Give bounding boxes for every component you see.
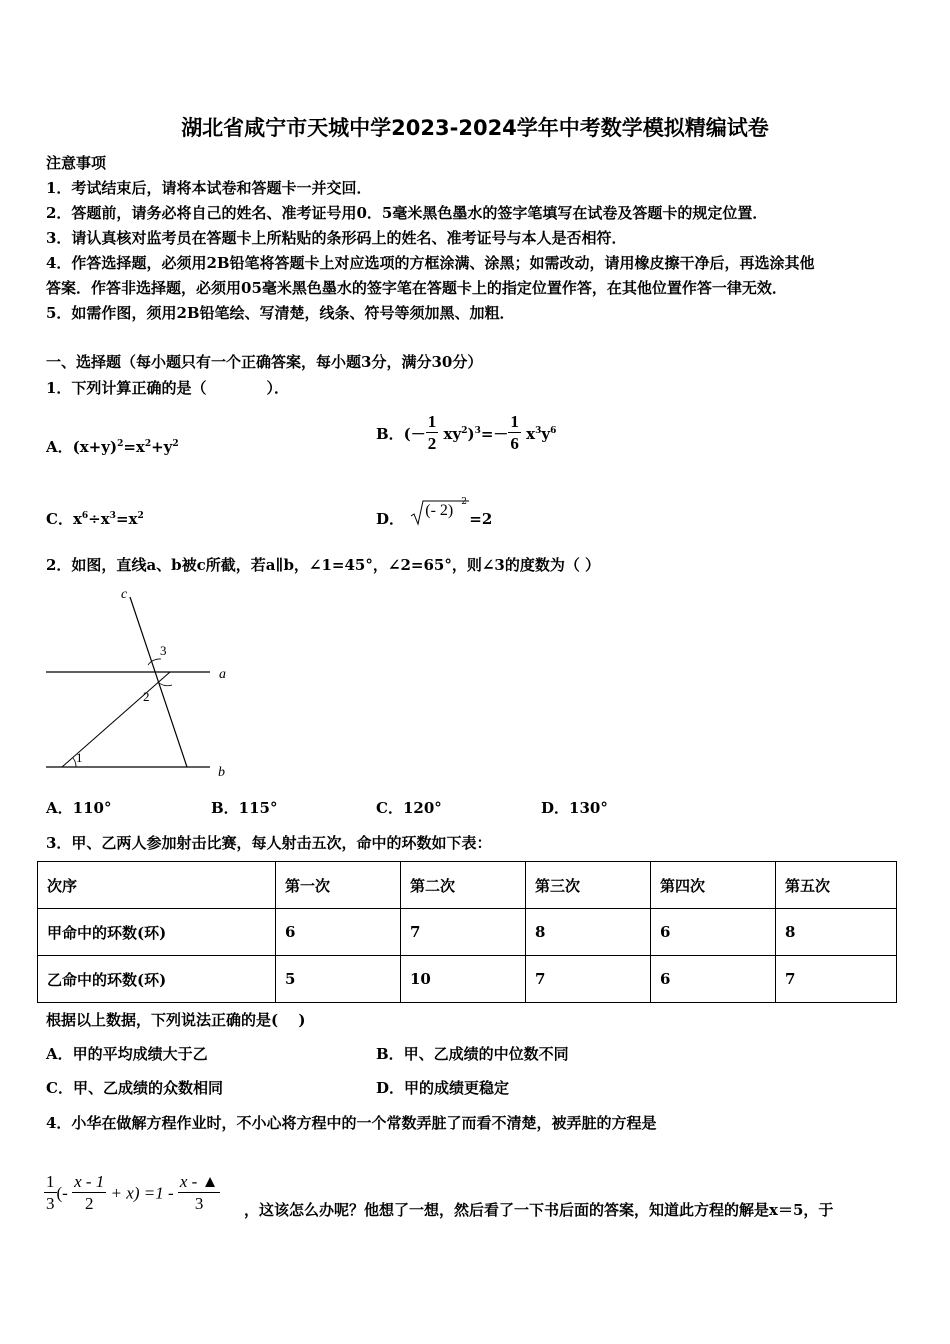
q3-option-c: C．甲、乙成绩的众数相同 xyxy=(46,1079,223,1097)
question-2-stem: 2．如图，直线a、b被c所截，若a∥b，∠1=45°，∠2=65°，则∠3的度数为（ ） xyxy=(46,556,601,574)
notice-item: 答案．作答非选择题，必须用05毫米黑色墨水的签字笔在答题卡上的指定位置作答，在其他位置作答一律无效． xyxy=(46,279,787,297)
table-header-cell: 次序 xyxy=(38,862,276,909)
table-header-cell: 第三次 xyxy=(526,862,651,909)
table-cell: 7 xyxy=(776,956,897,1003)
table-cell: 7 xyxy=(526,956,651,1003)
table-cell: 6 xyxy=(276,909,401,956)
q2-option-b: B．115° xyxy=(211,799,278,817)
label-c: c xyxy=(121,587,128,602)
question-4-stem: 4．小华在做解方程作业时，不小心将方程中的一个常数弄脏了而看不清楚，被弄脏的方程是 xyxy=(46,1114,657,1132)
sqrt-expression: (- 2) 2 xyxy=(409,499,469,527)
q3-question: 根据以上数据，下列说法正确的是( ) xyxy=(46,1011,306,1029)
q3-option-d: D．甲的成绩更稳定 xyxy=(376,1079,510,1097)
notice-item: 2．答题前，请务必将自己的姓名、准考证号用0．5毫米黑色墨水的签字笔填写在试卷及答题卡的规定位置． xyxy=(46,204,768,222)
table-cell: 10 xyxy=(401,956,526,1003)
table-cell: 5 xyxy=(276,956,401,1003)
q2-option-d: D．130° xyxy=(541,799,608,817)
q1-option-c: C．$x^6\div x^3=x^2$ xyxy=(46,510,144,528)
q2-option-a: A．110° xyxy=(46,799,112,817)
notice-heading: 注意事项 xyxy=(46,154,107,172)
table-header-row xyxy=(38,862,897,909)
label-b: b xyxy=(218,765,225,780)
label-a: a xyxy=(219,667,226,682)
q3-option-a: A．甲的平均成绩大于乙 xyxy=(46,1045,208,1063)
table-cell: 乙命中的环数(环) xyxy=(38,956,276,1003)
table-cell: 8 xyxy=(776,909,897,956)
table-cell: 7 xyxy=(401,909,526,956)
label-angle-1: 1 xyxy=(76,750,83,765)
table-header-cell: 第四次 xyxy=(651,862,776,909)
table-cell: 6 xyxy=(651,909,776,956)
section-heading: 一、选择题（每小题只有一个正确答案，每小题3分，满分30分） xyxy=(46,353,483,371)
table-cell: 6 xyxy=(651,956,776,1003)
label-angle-2: 2 xyxy=(143,689,150,704)
q2-option-c: C．120° xyxy=(376,799,442,817)
parallel-lines-figure xyxy=(40,585,240,785)
table-header-cell: 第二次 xyxy=(401,862,526,909)
q1-option-b: B．(－ $\frac{1}{2}$ $xy^2)^3=-$ $\frac{1}{6}$ $x^3y^6$ xyxy=(376,412,557,453)
q4-continuation: ，这该怎么办呢？他想了一想，然后看了一下书后面的答案，知道此方程的解是x＝5，于 xyxy=(244,1201,834,1219)
q3-option-b: B．甲、乙成绩的中位数不同 xyxy=(376,1045,569,1063)
q1-option-a: A．$(x+y)^2=x^2+y^2$ xyxy=(46,438,179,456)
angle-3-arc xyxy=(148,659,161,665)
table-cell: 8 xyxy=(526,909,651,956)
notice-item: 3．请认真核对监考员在答题卡上所粘贴的条形码上的姓名、准考证号与本人是否相符． xyxy=(46,229,627,247)
table-header-cell: 第五次 xyxy=(776,862,897,909)
label-angle-3: 3 xyxy=(160,643,167,658)
equation: $\frac{1}{3}$ (- $\frac{x - 1}{2}$ + x) =1 - $\frac{x - ▲}{3}$ xyxy=(46,1172,219,1213)
score-table xyxy=(37,861,897,1003)
notice-item: 4．作答选择题，必须用2B铅笔将答题卡上对应选项的方框涂满、涂黑；如需改动，请用橡皮擦干净后，再选涂其他 xyxy=(46,254,815,272)
page-title: 湖北省咸宁市天城中学2023-2024学年中考数学模拟精编试卷 xyxy=(181,116,769,140)
notice-item: 1．考试结束后，请将本试卷和答题卡一并交回． xyxy=(46,179,372,197)
table-row xyxy=(38,956,897,1003)
q1-option-d: D． (- 2) 2 =2 xyxy=(376,497,493,528)
question-3-stem: 3．甲、乙两人参加射击比赛，每人射击五次，命中的环数如下表： xyxy=(46,834,492,852)
table-row xyxy=(38,909,897,956)
table-header-cell: 第一次 xyxy=(276,862,401,909)
notice-item: 5．如需作图，须用2B铅笔绘、写清楚，线条、符号等须加黑、加粗． xyxy=(46,304,515,322)
table-cell: 甲命中的环数(环) xyxy=(38,909,276,956)
question-1-stem: 1．下列计算正确的是（ ）． xyxy=(46,379,289,397)
